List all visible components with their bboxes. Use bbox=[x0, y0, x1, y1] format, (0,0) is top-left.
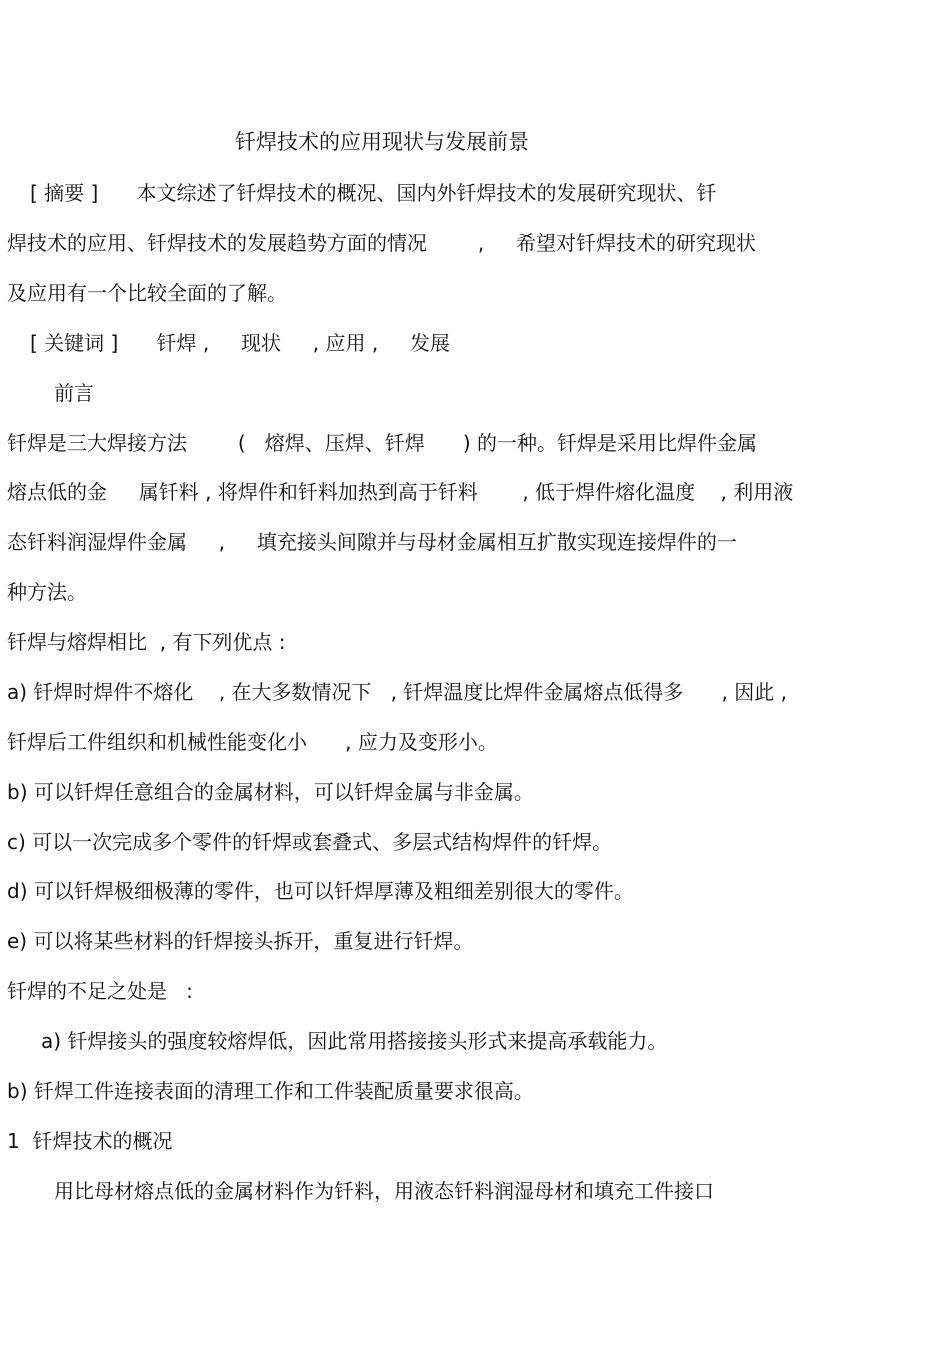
advantage-a-line-1: a) 钎焊时焊件不熔化 , 在大多数情况下 , 钎焊温度比焊件金属熔点低得多 , 因此 , bbox=[7, 680, 787, 704]
body-line-1: 钎焊是三大焊接方法 ( 熔焊、压焊、钎焊 ) 的一种。钎焊是采用比焊件金属 bbox=[7, 431, 758, 455]
abstract-line-1: [ 摘要 ] 本文综述了钎焊技术的概况、国内外钎焊技术的发展研究现状、钎 bbox=[30, 181, 717, 205]
advantage-b: b) 可以钎焊任意组合的金属材料，可以钎焊金属与非金属。 bbox=[7, 780, 534, 804]
advantage-e: e) 可以将某些材料的钎焊接头拆开，重复进行钎焊。 bbox=[7, 929, 474, 953]
disadvantages-intro: 钎焊的不足之处是 : bbox=[7, 979, 193, 1003]
body-line-2: 熔点低的金 属钎料 , 将焊件和钎料加热到高于钎料 , 低于焊件熔化温度 , 利用液 bbox=[7, 480, 794, 504]
abstract-line-2: 焊技术的应用、钎焊技术的发展趋势方面的情况 , 希望对钎焊技术的研究现状 bbox=[7, 231, 757, 255]
body-line-3: 态钎料润湿焊件金属 , 填充接头间隙并与母材金属相互扩散实现连接焊件的一 bbox=[7, 530, 737, 554]
advantage-c: c) 可以一次完成多个零件的钎焊或套叠式、多层式结构焊件的钎焊。 bbox=[7, 830, 613, 854]
section-heading-preface: 前言 bbox=[54, 381, 94, 405]
advantage-a-line-2: 钎焊后工件组织和机械性能变化小 , 应力及变形小。 bbox=[7, 730, 498, 754]
advantages-intro: 钎焊与熔焊相比 , 有下列优点 : bbox=[7, 630, 286, 654]
section-1-line-1: 用比母材熔点低的金属材料作为钎料，用液态钎料润湿母材和填充工件接口 bbox=[54, 1179, 714, 1203]
disadvantage-a: a) 钎焊接头的强度较熔焊低，因此常用搭接接头形式来提高承载能力。 bbox=[41, 1029, 668, 1053]
disadvantage-b: b) 钎焊工件连接表面的清理工作和工件装配质量要求很高。 bbox=[7, 1079, 534, 1103]
body-line-4: 种方法。 bbox=[7, 580, 87, 604]
advantage-d: d) 可以钎焊极细极薄的零件，也可以钎焊厚薄及粗细差别很大的零件。 bbox=[7, 879, 634, 903]
section-heading-1: 1 钎焊技术的概况 bbox=[7, 1129, 173, 1153]
keywords-line: [ 关键词 ] 钎焊 , 现状 , 应用 , 发展 bbox=[30, 331, 450, 355]
abstract-line-3: 及应用有一个比较全面的了解。 bbox=[7, 281, 287, 305]
document-title: 钎焊技术的应用现状与发展前景 bbox=[235, 130, 529, 154]
